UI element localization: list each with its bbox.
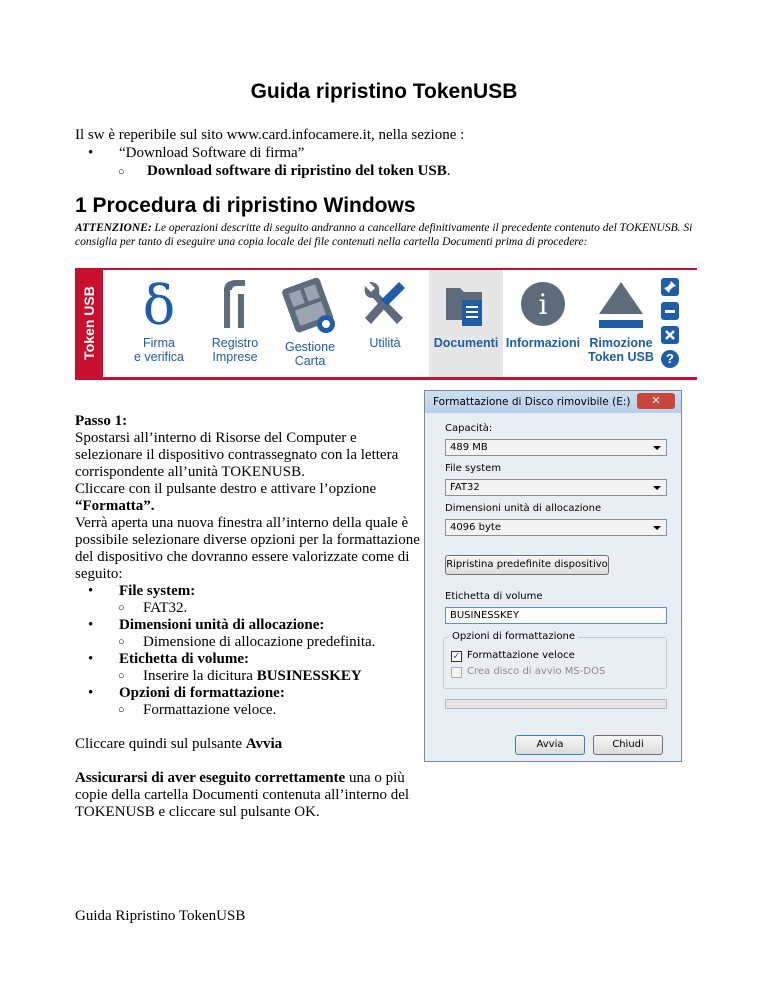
- tool-label: Informazioni: [505, 336, 581, 350]
- file-system-select[interactable]: FAT32: [445, 479, 667, 496]
- format-progress-bar: [445, 699, 667, 709]
- tool-rimozione-token[interactable]: [583, 270, 659, 377]
- dialog-titlebar: [425, 391, 681, 413]
- msdos-disk-label: Crea disco di avvio MS-DOS: [467, 666, 606, 677]
- tool-label: Utilità: [369, 336, 401, 350]
- format-options-legend: Opzioni di formattazione: [449, 631, 578, 642]
- minimize-icon[interactable]: [661, 302, 679, 320]
- tool-gestione-carta[interactable]: [271, 270, 349, 377]
- sub-bullet-circle: ○: [118, 602, 125, 614]
- option-label: Opzioni di formattazione:: [119, 685, 285, 701]
- chevron-down-icon: [653, 446, 661, 450]
- sub-bullet-circle: ○: [118, 670, 125, 682]
- volume-label-caption: Etichetta di volume: [445, 591, 543, 602]
- svg-text:i: i: [538, 288, 548, 321]
- click-start-instruction: Cliccare quindi sul pulsante Avvia: [75, 736, 283, 752]
- allocation-select[interactable]: 4096 byte: [445, 519, 667, 536]
- intro-line: Il sw è reperibile sul sito www.card.infocamere.it, nella sezione :: [75, 127, 465, 143]
- tool-registro-imprese[interactable]: [199, 270, 271, 377]
- token-usb-toolbar: [75, 268, 697, 380]
- tool-firma-verifica[interactable]: [119, 270, 199, 377]
- sub-bullet-circle: ○: [118, 704, 125, 716]
- page-footer: Guida Ripristino TokenUSB: [75, 908, 246, 924]
- tool-label: Rimozione: [589, 336, 653, 350]
- capacity-label: Capacità:: [445, 423, 493, 434]
- info-icon: [517, 276, 569, 332]
- delta-signature-icon: [139, 276, 179, 332]
- card-management-icon: [280, 276, 340, 336]
- allocation-label: Dimensioni unità di allocazione: [445, 503, 602, 514]
- close-icon[interactable]: [661, 326, 679, 344]
- tool-label: e verifica: [133, 350, 185, 364]
- toolbar-brand-label: Token USB: [81, 286, 97, 360]
- msdos-disk-checkbox[interactable]: [451, 667, 462, 678]
- dialog-title: Formattazione di Disco rimovibile (E:): [433, 396, 631, 408]
- tool-informazioni[interactable]: [505, 270, 581, 377]
- sub-bullet-circle: ○: [118, 636, 125, 648]
- option-label: Etichetta di volume:: [119, 651, 249, 667]
- tool-label: Firma: [143, 336, 175, 350]
- start-button[interactable]: Avvia: [515, 735, 585, 755]
- tools-icon: [359, 276, 411, 332]
- svg-text:δ: δ: [142, 276, 176, 332]
- sub-bullet-circle: ○: [118, 166, 125, 178]
- tool-utilita[interactable]: [349, 270, 421, 377]
- tool-label: Registro: [211, 336, 259, 350]
- checkmark-icon: ✓: [452, 651, 461, 662]
- eject-icon: [595, 276, 647, 332]
- step-paragraph: Verrà aperta una nuova finestra all’interno della quale è possibile selezionare diverse opzioni per la formattazione del dispositivo che dovranno essere valorizzate come di seguito:: [75, 515, 420, 582]
- format-options-group: [443, 637, 667, 689]
- capacity-select[interactable]: 489 MB: [445, 439, 667, 456]
- bullet-dot: •: [88, 651, 94, 667]
- option-label: File system:: [119, 583, 196, 599]
- page-title: Guida ripristino TokenUSB: [250, 80, 518, 103]
- bullet-dot: •: [88, 617, 94, 633]
- option-label: Dimensioni unità di allocazione:: [119, 617, 325, 633]
- tool-label: Documenti: [433, 336, 499, 350]
- chevron-down-icon: [653, 486, 661, 490]
- bullet-dot: •: [88, 583, 94, 599]
- option-value: FAT32.: [143, 600, 188, 616]
- chevron-down-icon: [653, 526, 661, 530]
- option-value: Formattazione veloce.: [143, 702, 277, 718]
- registro-imprese-icon: [215, 276, 255, 332]
- step-1-instructions: [75, 413, 420, 821]
- tool-label: Gestione: [284, 340, 336, 354]
- tool-documenti[interactable]: [429, 270, 503, 377]
- quick-format-checkbox[interactable]: [451, 651, 462, 662]
- step-paragraph: Spostarsi all’interno di Risorse del Computer e selezionare il dispositivo contrassegnato con la lettera corrispondente all’unità TOKENUSB.: [75, 430, 399, 480]
- volume-label-input[interactable]: BUSINESSKEY: [445, 607, 667, 624]
- bullet-dot: •: [88, 685, 94, 701]
- option-value: Dimensione di allocazione predefinita.: [143, 634, 376, 650]
- tool-label: Imprese: [212, 350, 258, 364]
- dialog-close-icon[interactable]: ✕: [637, 393, 675, 409]
- option-value: Inserire la dicitura BUSINESSKEY: [143, 668, 362, 684]
- close-button[interactable]: Chiudi: [593, 735, 663, 755]
- step-heading: Passo 1:: [75, 413, 128, 429]
- documents-folder-icon: [440, 276, 492, 332]
- quick-format-label: Formattazione veloce: [467, 650, 575, 661]
- warning-note: ATTENZIONE: Le operazioni descritte di seguito andranno a cancellare definitivamente il precedente contenuto del TOKENUSB. Si consiglia per tanto di eseguire una copia locale dei file contenuti nella cartella Documenti prima di procedere:: [75, 222, 693, 248]
- bullet-download-software: “Download Software di firma”: [119, 145, 305, 161]
- section-heading: 1 Procedura di ripristino Windows: [75, 194, 416, 217]
- sub-bullet-download-restore: Download software di ripristino del token USB.: [147, 163, 451, 179]
- toolbar-brand-strip: [75, 270, 103, 377]
- tool-label: Token USB: [588, 350, 654, 364]
- file-system-label: File system: [445, 463, 502, 474]
- step-paragraph: Cliccare con il pulsante destro e attivare l’opzione “Formatta”.: [75, 481, 377, 514]
- pin-icon[interactable]: [661, 278, 679, 296]
- backup-reminder: Assicurarsi di aver eseguito correttamente una o più copie della cartella Documenti contenuta all’interno del TOKENUSB e cliccare sul pulsante OK.: [75, 770, 410, 820]
- tool-label: Carta: [294, 354, 326, 368]
- restore-defaults-button[interactable]: Ripristina predefinite dispositivo: [445, 555, 609, 575]
- help-icon[interactable]: ?: [661, 350, 679, 368]
- bullet-dot: •: [88, 145, 94, 161]
- format-dialog: [424, 390, 682, 762]
